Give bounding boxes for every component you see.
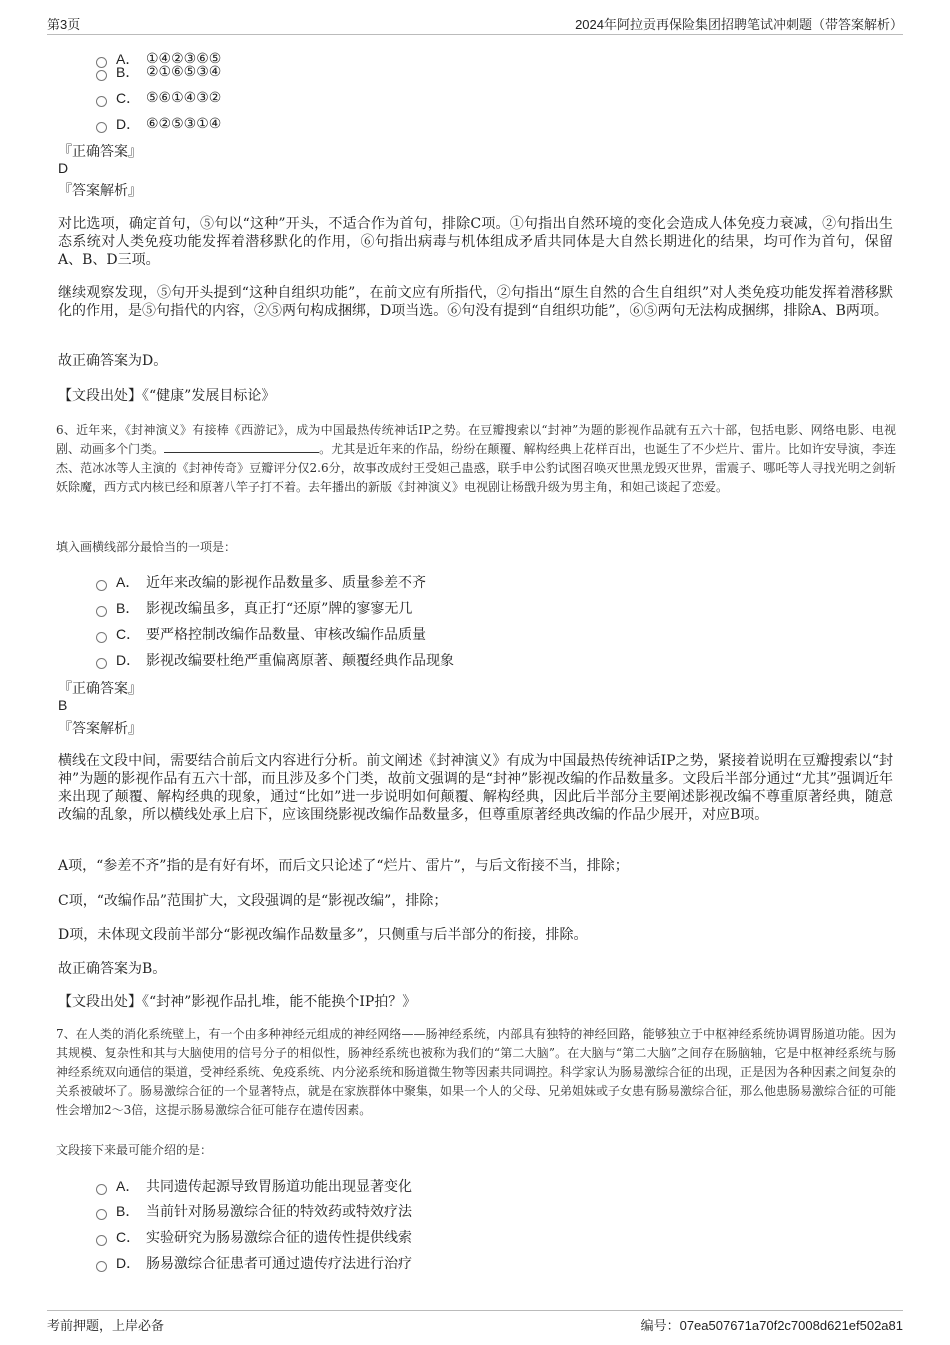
page-header [47, 14, 903, 35]
q7-prompt: 文段接下来最可能介绍的是： [56, 1143, 213, 1157]
q5-analysis-label: 『答案解析』 [58, 183, 142, 199]
q5-answer: D [58, 160, 69, 176]
radio-icon[interactable] [96, 70, 107, 81]
q7-option-c[interactable]: C． 实验研究为肠易激综合征的遗传性提供线索 [96, 1227, 412, 1247]
q5-option-d[interactable]: D． ⑥②⑤③①④ [96, 114, 221, 134]
q5-option-a[interactable]: A． ①④②③⑥⑤ [96, 49, 221, 69]
q7-option-a[interactable]: A． 共同遗传起源导致胃肠道功能出现显著变化 [96, 1176, 412, 1196]
page-footer [47, 1310, 903, 1333]
radio-icon[interactable] [96, 1184, 107, 1195]
radio-icon[interactable] [96, 606, 107, 617]
q7-option-d[interactable]: D． 肠易激综合征患者可通过遗传疗法进行治疗 [96, 1253, 412, 1273]
radio-icon[interactable] [96, 1235, 107, 1246]
q5-option-c[interactable]: C． ⑤⑥①④③② [96, 88, 221, 108]
page-number: 第3页 [47, 17, 81, 32]
q6-analysis-p2: A项，“参差不齐”指的是有好有坏，而后文只论述了“烂片、雷片”，与后文衔接不当，排除； [58, 858, 629, 874]
radio-icon[interactable] [96, 658, 107, 669]
q6-option-b[interactable]: B． 影视改编虽多，真正打“还原”牌的寥寥无几 [96, 598, 412, 618]
q6-analysis-p1: 横线在文段中间，需要结合前后文内容进行分析。前文阐述《封神演义》有成为中国最热传统神话IP之势，紧接着说明在豆瓣搜索以“封神”为题的影视作品有五六十部，而且涉及多个门类，故前文强调的是“封神”影视改编的作品数量多。文段后半部分通过“尤其”强调近年来出现了颠覆、解构经典的现象，通过“比如”进一步说明如何颠覆、解构经典，因此后半部分主要阐述影视改编不尊重原著经典，随意改编的乱象，所以横线处承上启下，应该围绕影视改编作品数量多，但尊重原著经典改编的作品少展开，对应B项。 [58, 753, 893, 823]
answer-blank [164, 440, 319, 453]
radio-icon[interactable] [96, 1261, 107, 1272]
q6-stem: 6、近年来，《封神演义》有接棒《西游记》，成为中国最热传统神话IP之势。在豆瓣搜索以“封神”为题的影视作品就有五六十部，包括电影、网络电影、电视剧、动画多个门类。 。尤其是近年来的作品，纷纷在颠覆、解构经典上花样百出，也诞生了不少烂片、雷片。比如许安导演，李连杰、范冰冰等人主演的《封神传奇》豆瓣评分仅2.6分，故事改成纣王受妲己蛊惑，联手申公豹试图召唤灭世黑龙毁灭世界，雷震子、哪吒等人寻找光明之剑斩妖除魔，西方式内核已经和原著八竿子打不着。去年播出的新版《封神演义》电视剧让杨戬升级为男主角，和妲己谈起了恋爱。 [56, 423, 896, 494]
q6-analysis-label: 『答案解析』 [58, 721, 142, 737]
q6-option-c[interactable]: C． 要严格控制改编作品数量、审核改编作品质量 [96, 624, 426, 644]
q6-option-d[interactable]: D． 影视改编要杜绝严重偏离原著、颠覆经典作品现象 [96, 650, 454, 670]
radio-icon[interactable] [96, 580, 107, 591]
radio-icon[interactable] [96, 1209, 107, 1220]
q7-option-b[interactable]: B． 当前针对肠易激综合征的特效药或特效疗法 [96, 1201, 412, 1221]
q5-option-b[interactable]: B． ②①⑥⑤③④ [96, 62, 221, 82]
radio-icon[interactable] [96, 632, 107, 643]
q6-option-a[interactable]: A． 近年来改编的影视作品数量多、质量参差不齐 [96, 572, 426, 592]
q6-answer: B [58, 697, 68, 713]
q7-stem: 7、在人类的消化系统壁上，有一个由多种神经元组成的神经网络——肠神经系统，内部具有独特的神经回路，能够独立于中枢神经系统协调胃肠道功能。因为其规模、复杂性和其与大脑使用的信号分子的相似性，肠神经系统也被称为我们的“第二大脑”。在大脑与“第二大脑”之间存在肠脑轴，它是中枢神经系统与肠神经系统双向通信的渠道，受神经系统、免疫系统、内分泌系统和肠道微生物等因素共同调控。科学家认为肠易激综合征的出现，正是因为各种因素之间复杂的关系被破坏了。肠易激综合征的一个显著特点，就是在家族群体中聚集，如果一个人的父母、兄弟姐妹或子女患有肠易激综合征，那么他患肠易激综合征的可能性会增加2～3倍，这提示肠易激综合征可能存在遗传因素。 [56, 1027, 897, 1117]
q6-analysis-p5: 故正确答案为B。 [58, 961, 167, 977]
q5-source: 【文段出处】《“健康”发展目标论》 [58, 388, 276, 404]
q6-answer-label: 『正确答案』 [58, 681, 142, 697]
q6-analysis-p3: C项，“改编作品”范围扩大，文段强调的是“影视改编”，排除； [58, 893, 448, 909]
q5-analysis-p3: 故正确答案为D。 [58, 353, 168, 369]
radio-icon[interactable] [96, 122, 107, 133]
q5-analysis-p2: 继续观察发现，⑤句开头提到“这种自组织功能”，在前文应有所指代，②句指出“原生自然的合生自组织”对人类免疫功能发挥着潜移默化的作用，是⑤句指代的内容，②⑤两句构成捆绑，D项当选。⑥句没有提到“自组织功能”，⑥⑤两句无法构成捆绑，排除A、B两项。 [58, 285, 893, 319]
q6-prompt: 填入画横线部分最恰当的一项是： [56, 540, 237, 554]
q6-analysis-p4: D项，未体现文段前半部分“影视改编作品数量多”，只侧重与后半部分的衔接，排除。 [58, 927, 588, 943]
q5-analysis-p1: 对比选项，确定首句，⑤句以“这种”开头，不适合作为首句，排除C项。①句指出自然环境的变化会造成人体免疫力衰减，②句指出生态系统对人类免疫功能发挥着潜移默化的作用，⑥句指出病毒与机体组成矛盾共同体是大自然长期进化的结果，均可作为首句，保留A、B、D三项。 [58, 216, 893, 268]
q6-source: 【文段出处】《“封神”影视作品扎堆，能不能换个IP拍？》 [58, 994, 417, 1010]
footer-slogan: 考前押题，上岸必备 [47, 1318, 165, 1333]
document-id: 编号：07ea507671a70f2c7008d621ef502a81 [640, 1318, 903, 1333]
radio-icon[interactable] [96, 96, 107, 107]
q5-answer-label: 『正确答案』 [58, 144, 142, 160]
document-title: 2024年阿拉贡再保险集团招聘笔试冲刺题（带答案解析） [575, 17, 903, 32]
